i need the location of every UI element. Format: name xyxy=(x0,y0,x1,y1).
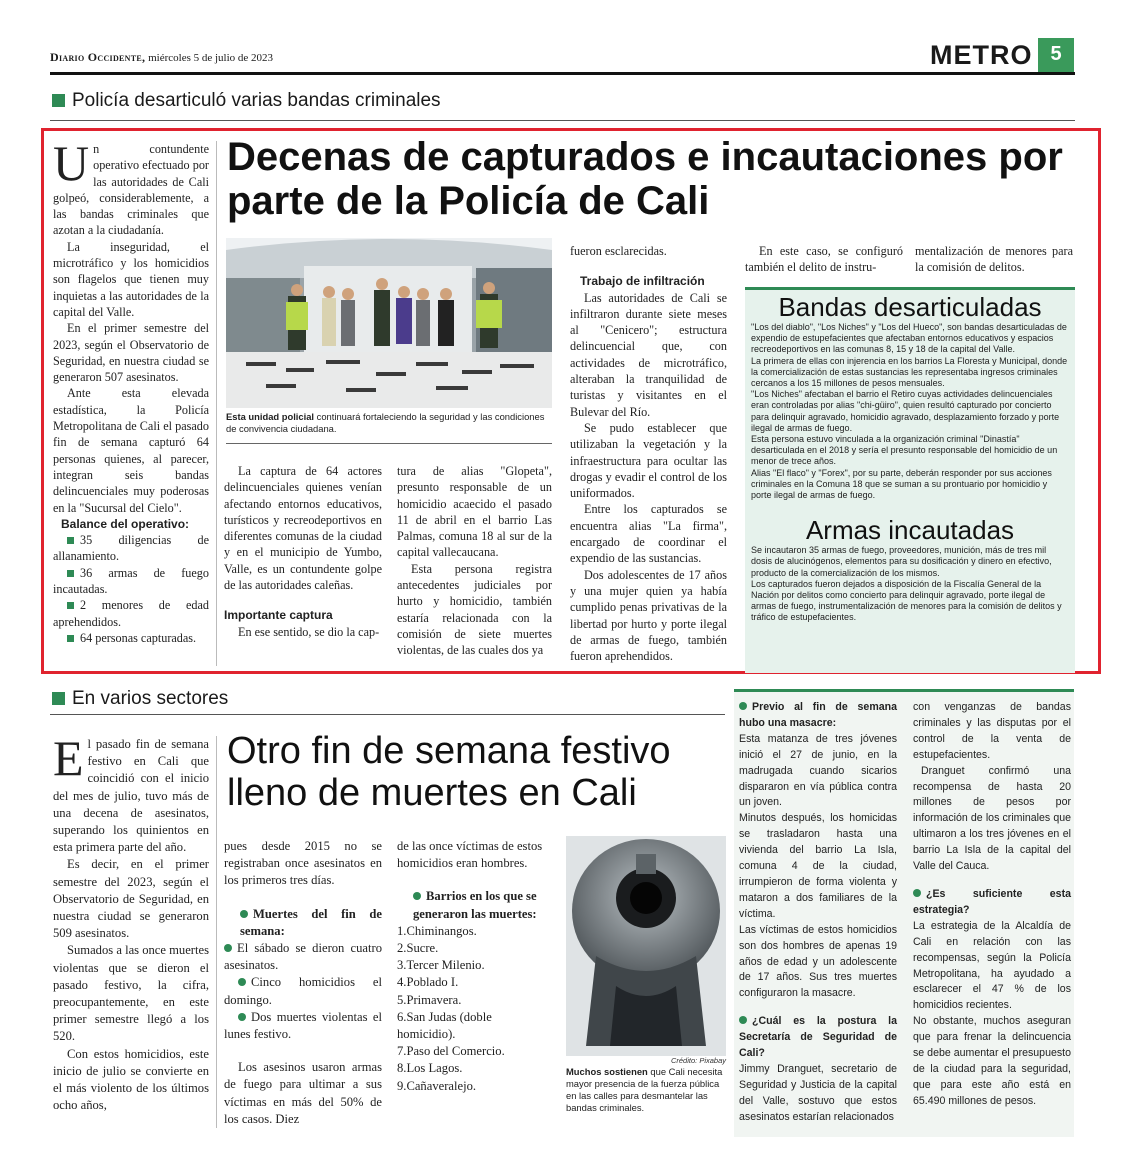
list-item: 8.Los Lagos. xyxy=(397,1061,463,1076)
green-square-icon xyxy=(52,692,65,705)
bullet-icon xyxy=(67,602,74,609)
bullet-icon xyxy=(739,1016,747,1024)
divider xyxy=(226,443,552,444)
paragraph: Sumados a las once muertes violentas que se dieron el pasado festivo, la cifra, preocupantemente, en este primer semestre llegó a los 520. xyxy=(53,943,209,1044)
police-photo xyxy=(226,238,552,408)
paragraph: Entre los capturados se encuentra alias "La firma", encargado de coordinar el expendio de las sustancias. xyxy=(570,502,727,566)
bullet-icon xyxy=(224,944,232,952)
bullet-icon xyxy=(739,702,747,710)
paragraph: fueron esclarecidas. xyxy=(570,244,667,258)
list-item: 1.Chiminangos. xyxy=(397,923,477,938)
subheading: Trabajo de infiltración xyxy=(580,274,705,289)
drop-cap: E xyxy=(53,730,84,786)
article-column-3b xyxy=(397,838,553,1095)
issue-date: miércoles 5 de julio de 2023 xyxy=(145,52,274,64)
article-column-5a xyxy=(745,243,903,276)
bullet-icon xyxy=(67,635,74,642)
list-item: 2.Sucre. xyxy=(397,941,439,956)
section-label-text: Policía desarticuló varias bandas criminales xyxy=(72,90,441,111)
article-column-1 xyxy=(53,135,209,646)
paragraph: tura de alias "Glopeta", presunto responsable de un homicidio acaecido el pasado 11 de abril en el barrio Las Palmas, comuna 18 al sur de la capital vallecaucana. xyxy=(397,464,552,560)
list-item: Cinco homicidios el domingo. xyxy=(224,975,382,1007)
paper-name: Diario Occidente, xyxy=(50,50,146,64)
paragraph: pues desde 2015 no se registraban once asesinatos en los primeros tres días. xyxy=(224,839,382,888)
box-paragraph: La primera de ellas con injerencia en los barrios La Floresta y Municipal, donde la comercialización de estas sustancias les representaba ingresos criminales cercanos a los 15 millones de pesos mensuales. xyxy=(751,355,1068,389)
bullet-icon xyxy=(413,892,421,900)
bullet-item: 35 diligencias de allanamiento. xyxy=(53,533,209,564)
list-item: Dos muertes violentas el lunes festivo. xyxy=(224,1009,382,1042)
section-name: METRO xyxy=(930,40,1033,70)
paragraph: n contundente operativo efectuado por las autoridades de Cali golpeó, considerablemente, a las bandas criminales que azotan a la ciudadanía. xyxy=(53,142,209,238)
list-item: 7.Paso del Comercio. xyxy=(397,1044,505,1059)
headline: Decenas de capturados e incautaciones por parte de la Policía de Cali xyxy=(227,135,1063,223)
box-heading: ¿Es suficiente esta estrategia? xyxy=(913,887,1071,916)
caption-lead: Muchos sostienen xyxy=(566,1066,648,1077)
subheading: Barrios en los que se generaron las muertes: xyxy=(413,889,537,921)
divider xyxy=(50,120,1075,121)
caption-text: que Cali necesita mayor presencia de la fuerza pública en las calles para desmantelar las bandas criminales. xyxy=(566,1066,723,1113)
page-number: 5 xyxy=(1038,38,1074,72)
column-rule xyxy=(216,736,217,1128)
photo-caption xyxy=(566,1066,728,1114)
paragraph: Esta persona registra antecedentes judiciales por hurto y homicidio, también estaría relacionada con la comisión de siete muertes violentas, de las cuales dos ya xyxy=(397,561,552,658)
section-label-bottom xyxy=(52,688,228,710)
paragraph: Los asesinos usaron armas de fuego para ultimar a sus víctimas en más del 50% de los casos. Diez xyxy=(224,1060,382,1126)
article-column-4 xyxy=(570,243,727,664)
paragraph: Minutos después, los homicidas se trasladaron hasta una vivienda del barrio La Isla, comuna 4 de la ciudad, irrumpieron de forma violenta y mataron a dos familiares de la víctima. xyxy=(739,812,897,920)
revolver-photo xyxy=(566,836,726,1056)
paragraph: Con estos homicidios, este inicio de julio se convierte en el más violento de los últimos ocho años, xyxy=(53,1046,209,1113)
subheading: Balance del operativo: xyxy=(61,516,190,531)
bullet-icon xyxy=(240,910,248,918)
article-column-2b xyxy=(224,838,382,1128)
list-item: 4.Poblado I. xyxy=(397,975,459,990)
photo-caption xyxy=(226,411,552,435)
bullet-icon xyxy=(67,537,74,544)
paragraph: Esta matanza de tres jóvenes inició el 27 de junio, en la madrugada cuando sicarios dispararon en vía pública contra un joven. xyxy=(739,732,897,809)
box-paragraph: Los capturados fueron dejados a disposición de la Fiscalía General de la Nación por delitos como concierto para delinquir agravado, porte ilegal de armas de fuego, instrumentalización de menores para la comisión de delitos y tráfico de estupefacientes. xyxy=(751,578,1062,623)
article-column-2 xyxy=(224,463,382,640)
list-item: El sábado se dieron cuatro asesinatos. xyxy=(224,941,382,973)
divider xyxy=(50,714,725,715)
paragraph: Ante esta elevada estadística, la Policía Metropolitana de Cali el pasado fin de semana capturó 64 personas quienes, al parecer, integran seis bandas delincuenciales muy poderosas en la "Sucursal del Cielo". xyxy=(53,386,209,515)
bullet-item: 2 menores de edad aprehendidos. xyxy=(53,598,209,629)
box-paragraph: Esta persona estuvo vinculada a la organización criminal "Dinastía" desarticulada en el 2018 y sería el presunto responsable del homicidio de un menor de trece años. xyxy=(751,434,1058,467)
headline: Otro fin de semana festivo lleno de muertes en Cali xyxy=(227,730,671,814)
paragraph: mentalización de menores para la comisión de delitos. xyxy=(915,244,1073,275)
box-column-2 xyxy=(913,700,1071,1110)
box-title: Armas incautadas xyxy=(805,515,1015,546)
article-column-3 xyxy=(397,463,552,659)
bullet-icon xyxy=(913,889,921,897)
box-paragraph: Se incautaron 35 armas de fuego, proveedores, munición, más de tres mil dosis de alucinógenos, elementos para su dosificación y dinero en efectivo, producto de la comercialización de los mismos. xyxy=(751,545,1052,578)
bullet-icon xyxy=(238,1013,246,1021)
caption-lead: Esta unidad policial xyxy=(226,411,315,422)
subheading: Importante captura xyxy=(224,608,333,623)
paragraph: Se pudo establecer que utilizaban la vegetación y la infraestructura para ocultar las drogas y evadir el control de los uniformados. xyxy=(570,420,727,501)
section-label-top xyxy=(52,90,441,112)
paragraph: En ese sentido, se dio la cap- xyxy=(238,624,380,639)
bullet-icon xyxy=(67,570,74,577)
box-heading: Previo al fin de semana hubo una masacre: xyxy=(739,701,897,729)
paragraph: La captura de 64 actores delincuenciales quienes venían afectando entornos educativos, turísticos y recreodeportivos en diferentes comunas de la ciudad y en el municipio de Yumbo, Valle, es un contundente golpe de las autoridades caleñas. xyxy=(224,464,382,593)
subheading: Muertes del fin de semana: xyxy=(240,906,382,938)
drop-cap: U xyxy=(53,135,90,191)
list-item: 5.Primavera. xyxy=(397,992,462,1007)
column-rule xyxy=(216,141,217,666)
photo-credit: Crédito: Pixabay xyxy=(670,1056,726,1065)
paragraph: Dos adolescentes de 17 años y una mujer quien ya había cumplido penas privativas de la libertad por hurto y porte ilegal de armas de fuego, también fueron aprehendidos. xyxy=(570,567,727,664)
police-press-photo xyxy=(226,238,552,408)
sidebar-box xyxy=(745,287,1075,673)
paragraph: con venganzas de bandas criminales y las disputas por el control de la venta de estupefacientes. xyxy=(913,701,1071,761)
paragraph: La inseguridad, el microtráfico y los homicidios son flagelos que tienen muy inquietas a las autoridades de la capital del Valle. xyxy=(53,239,209,319)
paragraph: Las víctimas de estos homicidios son dos hombres de apenas 19 años de edad y un adolescente de 17 años. Sus tres muertes configuraron la masacre. xyxy=(739,923,897,1000)
paragraph: l pasado fin de semana festivo en Cali que coincidió con el inicio del mes de julio, tuvo más de una decena de asesinatos, superando los quinientos en esta primera parte del año. xyxy=(53,737,209,855)
box-paragraph: "Los Niches" afectaban el barrio el Retiro cuyas actividades delincuenciales eran controladas por alias "chi-güiro", quien resultó capturado por concierto para delinquir agravado, homicidio agravado, desplazamiento forzado y porte ilegal de armas de fuego. xyxy=(751,389,1060,433)
list-item: 3.Tercer Milenio. xyxy=(397,958,485,973)
bullet-item: 64 personas capturadas. xyxy=(53,630,209,646)
green-square-icon xyxy=(52,94,65,107)
paragraph: No obstante, muchos aseguran que para frenar la delincuencia se debe aumentar el presupuesto de la ciudad para la seguridad, que para este año está en 65.490 millones de pesos. xyxy=(913,1015,1071,1107)
paragraph: Las autoridades de Cali se infiltraron durante siete meses al "Cenicero"; estructura delincuencial que, con actividades de microtráfico, alteraban la tranquilidad de turistas y visitantes en el Bulevar del Río. xyxy=(570,290,727,419)
paragraph: En el primer semestre del 2023, según el Observatorio de Seguridad, en nuestra ciudad se generaron 507 asesinatos. xyxy=(53,321,209,385)
bullet-icon xyxy=(238,978,246,986)
paragraph: En este caso, se configuró también el delito de instru- xyxy=(745,244,903,275)
paragraph: Es decir, en el primer semestre del 2023, según el Observatorio de Seguridad, en nuestra ciudad se generaron 509 asesinatos. xyxy=(53,857,209,941)
box-column-1 xyxy=(739,700,897,1126)
bullet-item: 36 armas de fuego incautadas. xyxy=(53,565,209,597)
box-title: Bandas desarticuladas xyxy=(778,292,1042,322)
list-item: 9.Cañaveralejo. xyxy=(397,1078,477,1093)
paragraph: de las once víctimas de estos homicidios eran hombres. xyxy=(397,839,543,871)
box-paragraph: "Los del diablo", "Los Niches" y "Los del Hueco", son bandas desarticuladas de expendio de estupefacientes que afectaban entornos educativos y espacios recreodeportivos en las comunas 8, 15 y 18 de la capital del Valle. xyxy=(751,322,1067,355)
paragraph: La estrategia de la Alcaldía de Cali en relación con las recompensas, según la Policía Metropolitana, ha ayudado a esclarecer el 47 % de los homicidios recientes. xyxy=(913,919,1071,1012)
article-column-1b xyxy=(53,730,209,1114)
section-label-text: En varios sectores xyxy=(72,688,229,709)
gun-photo xyxy=(566,836,726,1056)
list-item: 6.San Judas (doble homicidio). xyxy=(397,1009,492,1042)
masthead-line xyxy=(50,50,273,65)
box-paragraph: Alias "El flaco" y "Forex", por su parte, deberán responder por sus acciones criminales en la Comuna 18 que se suman a su prontuario por homicidio y porte ilegal de armas de fuego. xyxy=(751,467,1052,501)
box-heading: ¿Cuál es la postura la Secretaría de Seguridad de Cali? xyxy=(739,1015,897,1060)
paragraph: Dranguet confirmó una recompensa de hasta 20 millones de pesos por información de los criminales que ultimaron a los tres jóvenes en el barrio La Isla de la capital del Valle del Cauca. xyxy=(913,764,1071,873)
masthead-rule xyxy=(50,72,1075,75)
article-column-5b xyxy=(915,243,1073,276)
caption-text: continuará fortaleciendo la seguridad y las condiciones de convivencia ciudadana. xyxy=(226,411,545,434)
paragraph: Jimmy Dranguet, secretario de Seguridad y Justicia de la capital del Valle, sostuvo que estos asesinatos estarían relacionados xyxy=(739,1062,897,1123)
